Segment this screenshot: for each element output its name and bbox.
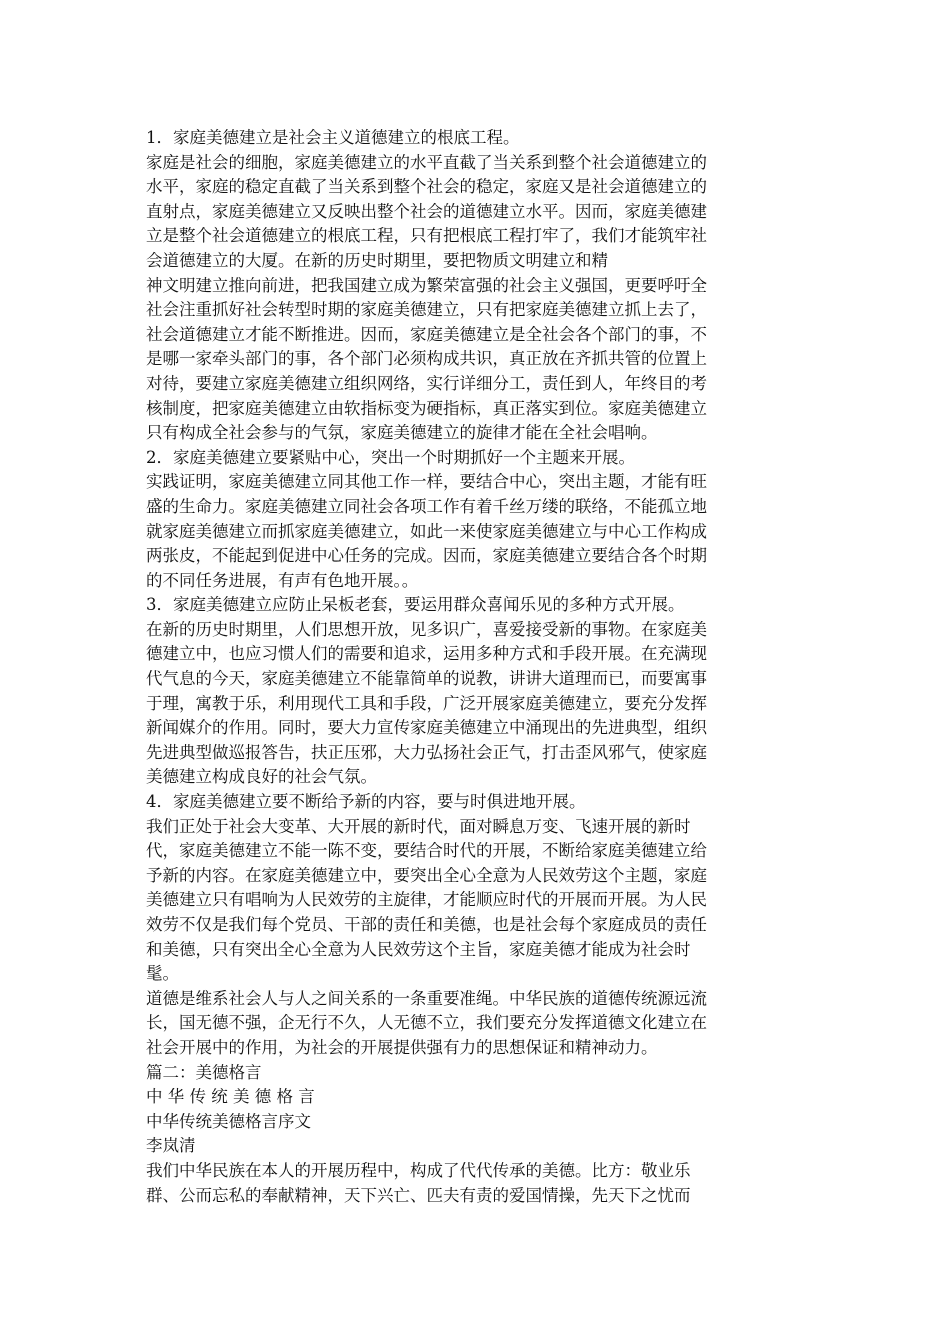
paragraph-line: 我们正处于社会大变革、大开展的新时代，面对瞬息万变、飞速开展的新时 (146, 816, 691, 836)
heading-3: 3．家庭美德建立应防止呆板老套，要运用群众喜闻乐见的多种方式开展。 (146, 595, 685, 615)
paragraph-line: 核制度，把家庭美德建立由软指标变为硬指标，真正落实到位。家庭美德建立 (146, 398, 707, 418)
paragraph-line: 实践证明，家庭美德建立同其他工作一样，要结合中心，突出主题，才能有旺 (146, 472, 707, 492)
paragraph-line: 社会道德建立才能不断推进。因而，家庭美德建立是全社会各个部门的事，不 (146, 324, 707, 344)
paragraph-line: 和美德，只有突出全心全意为人民效劳这个主旨，家庭美德才能成为社会时 (146, 939, 691, 959)
paragraph-line: 就家庭美德建立而抓家庭美德建立，如此一来使家庭美德建立与中心工作构成 (146, 521, 707, 541)
paragraph-line: 是哪一家牵头部门的事，各个部门必须构成共识，真正放在齐抓共管的位置上 (146, 349, 707, 369)
paragraph-line: 直射点，家庭美德建立又反映出整个社会的道德建立水平。因而，家庭美德建 (146, 201, 707, 221)
heading-2: 2．家庭美德建立要紧贴中心，突出一个时期抓好一个主题来开展。 (146, 447, 635, 467)
paragraph-line: 盛的生命力。家庭美德建立同社会各项工作有着千丝万缕的联络，不能孤立地 (146, 496, 707, 516)
paragraph-line: 群、公而忘私的奉献精神，天下兴亡、匹夫有责的爱国情操，先天下之忧而 (146, 1185, 691, 1205)
preface-title: 中华传统美德格言序文 (146, 1111, 311, 1131)
paragraph-line: 社会开展中的作用，为社会的开展提供强有力的思想保证和精神动力。 (146, 1037, 658, 1057)
paragraph-line: 神文明建立推向前进，把我国建立成为繁荣富强的社会主义强国，更要呼吁全 (146, 275, 707, 295)
paragraph-line: 效劳不仅是我们每个党员、干部的责任和美德，也是社会每个家庭成员的责任 (146, 915, 707, 934)
paragraph-line: 美德建立只有唱响为人民效劳的主旋律，才能顺应时代的开展而开展。为人民 (146, 890, 707, 910)
paragraph-line: 的不同任务进展，有声有色地开展。。 (146, 570, 419, 590)
paragraph-line: 道德是维系社会人与人之间关系的一条重要准绳。中华民族的道德传统源远流 (146, 988, 707, 1008)
document-body (146, 126, 806, 1208)
heading-1: 1．家庭美德建立是社会主义道德建立的根底工程。 (146, 128, 520, 147)
spaced-title: 中 华 传 统 美 德 格 言 (146, 1087, 315, 1107)
paragraph-line: 于理，寓教于乐，利用现代工具和手段，广泛开展家庭美德建立，要充分发挥 (146, 693, 707, 713)
paragraph-line: 社会注重抓好社会转型时期的家庭美德建立，只有把家庭美德建立抓上去了， (146, 300, 707, 320)
paragraph-line: 长，国无德不强，企无行不久，人无德不立，我们要充分发挥道德文化建立在 (146, 1013, 707, 1033)
paragraph-line: 水平，家庭的稳定直截了当关系到整个社会的稳定，家庭又是社会道德建立的 (146, 177, 707, 197)
paragraph-line: 代气息的今天，家庭美德建立不能靠简单的说教，讲讲大道理而已，而要寓事 (146, 669, 707, 689)
paragraph-line: 家庭是社会的细胞，家庭美德建立的水平直截了当关系到整个社会道德建立的 (146, 152, 707, 172)
paragraph-line: 德建立中，也应习惯人们的需要和追求，运用多种方式和手段开展。在充满现 (146, 644, 707, 664)
paragraph-line: 髦。 (146, 964, 179, 984)
paragraph-line: 对待，要建立家庭美德建立组织网络，实行详细分工，责任到人，年终目的考 (146, 373, 707, 393)
paragraph-line: 立是整个社会道德建立的根底工程，只有把根底工程打牢了，我们才能筑牢社 (146, 226, 707, 246)
paragraph-line: 先进典型做巡报答告，扶正压邪，大力弘扬社会正气，打击歪风邪气，使家庭 (146, 742, 707, 762)
section-title: 篇二：美德格言 (146, 1062, 262, 1082)
paragraph-line: 只有构成全社会参与的气氛，家庭美德建立的旋律才能在全社会唱响。 (146, 423, 658, 443)
paragraph-line: 美德建立构成良好的社会气氛。 (146, 767, 377, 787)
paragraph-line: 新闻媒介的作用。同时，要大力宣传家庭美德建立中涌现出的先进典型，组织 (146, 718, 707, 738)
paragraph-line: 两张皮，不能起到促进中心任务的完成。因而，家庭美德建立要结合各个时期 (146, 546, 707, 566)
heading-4: 4．家庭美德建立要不断给予新的内容，要与时俱进地开展。 (146, 792, 586, 812)
paragraph-line: 在新的历史时期里，人们思想开放，见多识广，喜爱接受新的事物。在家庭美 (146, 619, 707, 639)
paragraph-line: 予新的内容。在家庭美德建立中，要突出全心全意为人民效劳这个主题，家庭 (146, 865, 707, 885)
author-name: 李岚清 (146, 1136, 196, 1156)
paragraph-line: 代，家庭美德建立不能一陈不变，要结合时代的开展，不断给家庭美德建立给 (146, 841, 707, 861)
paragraph-line: 会道德建立的大厦。在新的历史时期里，要把物质文明建立和精 (146, 250, 608, 270)
paragraph-line: 我们中华民族在本人的开展历程中，构成了代代传承的美德。比方：敬业乐 (146, 1160, 691, 1180)
